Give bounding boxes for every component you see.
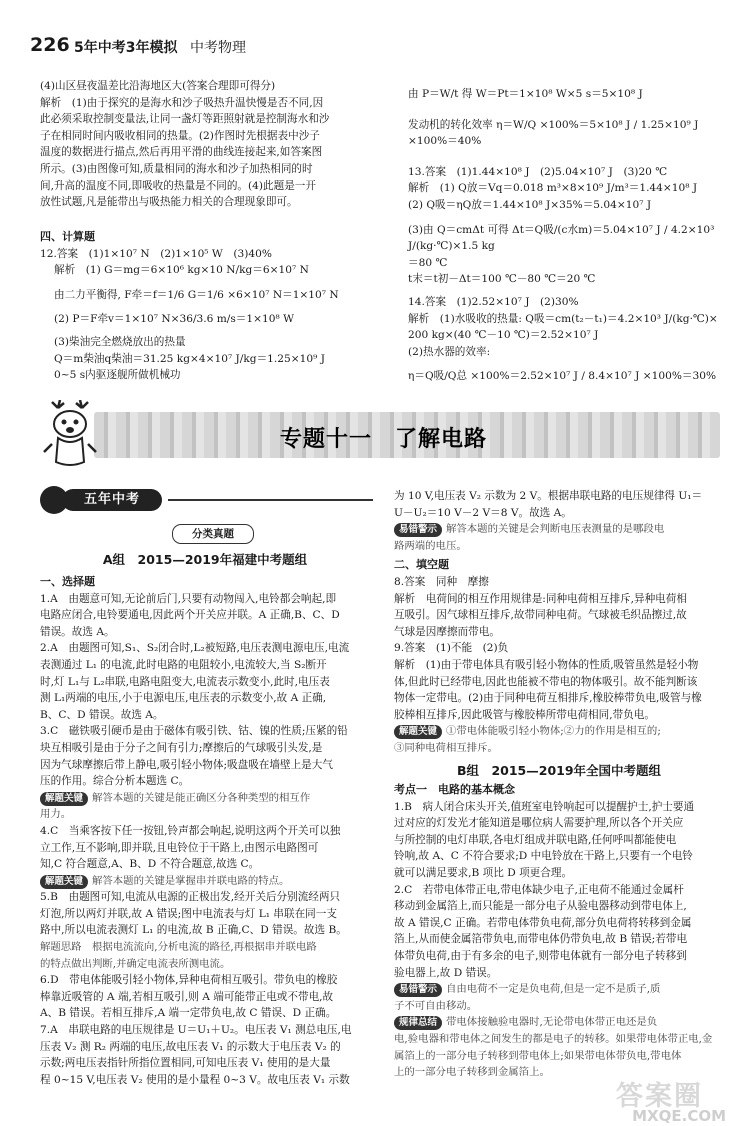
answer-line: (3)由 Q＝cmΔt 可得 Δt＝Q吸/(c水m)＝5.04×10⁷ J / 4.2×10³ J/(kg·℃)×1.5 kg xyxy=(408,223,715,253)
question-line: 胶棒相互排斥,因此吸管与橡胶棒所带电荷相同,带负电。 xyxy=(394,708,655,721)
answer-line: η＝Q吸/Q总 ×100%＝2.52×10⁷ J / 8.4×10⁷ J ×100%＝30% xyxy=(408,370,717,383)
question-line: 示数;两电压表指针所指位置相同,可知电压表 V₁ 使用的是大量 xyxy=(40,1057,331,1070)
answer-line: 12.答案 (1)1×10⁷ N (2)1×10⁵ W (3)40% xyxy=(40,247,272,260)
tip-badge: 规律总结 xyxy=(394,1016,442,1030)
answer-line: 子在相同时间内吸收相同的热量。(2)作图时先根据表中沙子 xyxy=(40,129,320,142)
section-heading: 二、填空题 xyxy=(394,558,449,572)
answer-line: 由 P＝W/t 得 W＝Pt＝1×10⁸ W×5 s＝5×10⁸ J xyxy=(408,88,643,100)
page-header xyxy=(30,34,720,58)
solution-line: 由二力平衡得, F牵＝f＝1/6 G＝1/6 ×6×10⁷ N＝1×10⁷ N xyxy=(54,288,339,301)
tip-line xyxy=(40,873,370,890)
question-line: 电路应闭合,电铃要通电,因此两个开关应并联。A 正确,B、C、D xyxy=(40,609,340,622)
question-line: 立工作,互不影响,即并联,且电铃位于干路上,由图示电路图可 xyxy=(40,841,319,854)
question-line: 5.B 由题图可知,电流从电源的正极出发,经开关后分别流经两只 xyxy=(40,891,341,904)
question-column-left xyxy=(40,571,370,1088)
book-title: 5年中考3年模拟 xyxy=(74,40,178,56)
classify-tag: 分类真题 xyxy=(172,524,254,544)
question-line: U－U₂＝10 V－2 V＝8 V。故选 A。 xyxy=(394,506,572,519)
section-heading: 一、选择题 xyxy=(40,575,95,588)
question-line: 块互相吸引是由于分子之间有引力;摩擦后的气球吸引头发,是 xyxy=(40,741,323,754)
group-heading: B组 2015—2019年全国中考题组 xyxy=(456,762,662,778)
question-line: 压表 V₂ 测 R₂ 两端的电压,故电压表 V₁ 的示数大于电压表 V₂ 的 xyxy=(40,1040,341,1053)
question-line: 2.A 由题图可知,S₁、S₂闭合时,L₂被短路,电压表测电源电压,电流 xyxy=(40,642,350,655)
tip-line xyxy=(394,981,724,998)
question-line: B、C、D 错误。故选 A。 xyxy=(40,708,164,721)
question-line: 2.C 若带电体带正电,带电体缺少电子,正电荷不能通过金属杆 xyxy=(394,883,684,896)
note-line: ③同种电荷相互排斥。 xyxy=(394,741,498,754)
question-line: 错误。故选 A。 xyxy=(40,625,115,638)
question-line: 与所控制的电灯串联,各电灯组成并联电路,任何呼叫都能使电 xyxy=(394,833,677,846)
answer-line: t末＝t初－Δt＝100 ℃－80 ℃＝20 ℃ xyxy=(408,273,596,286)
tip-line xyxy=(394,521,724,538)
solution-line: Q＝m柴油q柴油＝31.25 kg×4×10⁷ J/kg＝1.25×10⁹ J xyxy=(54,352,325,365)
question-line: 1.B 病人闭合床头开关,值班室电铃响起可以提醒护士,护士要通 xyxy=(394,800,695,813)
question-line: 气球是因摩擦而带电。 xyxy=(394,625,500,638)
question-line: 体,但此时已经带电,因此也能被不带电的物体吸引。故不能判断该 xyxy=(394,675,698,688)
section-label-badge xyxy=(40,486,165,514)
question-line: 箔上,从而使金属箔带负电,而带电体仍带负电,故 B 错误;若带电 xyxy=(394,933,688,946)
answer-line: 200 kg×(40 ℃－10 ℃)＝2.52×10⁷ J xyxy=(408,329,599,342)
answer-line: 13.答案 (1)1.44×10⁸ J (2)5.04×10⁷ J (3)20 ℃ xyxy=(408,165,668,178)
answer-line: 14.答案 (1)2.52×10⁷ J (2)30% xyxy=(408,295,579,308)
tip-line xyxy=(394,1014,724,1031)
question-line: 体带负电荷,由于有多余的电子,则带电体就有一部分电子转移到 xyxy=(394,950,687,963)
question-line: 灯泡,所以两灯并联,故 A 错误;图中电流表与灯 L₁ 串联在同一支 xyxy=(40,907,337,920)
section-heading: 考点一 电路的基本概念 xyxy=(394,783,515,797)
tip-badge: 解题关键 xyxy=(40,792,88,806)
note-line: 解题思路 根据电流流向,分析电流的路径,再根据串并联电路 xyxy=(40,941,317,954)
question-line: 验电器上,故 D 错误。 xyxy=(394,966,498,979)
answer-line: 放性试题,凡是能带出与吸热能力相关的合理现象即可。 xyxy=(40,196,298,209)
answer-line: 解析 (1) Q放＝Vq＝0.018 m³×8×10⁹ J/m³＝1.44×10⁸ J xyxy=(408,182,698,195)
topic-title: 专题十一 了解电路 xyxy=(280,427,488,452)
question-line: 时,灯 L₁与 L₂串联,电路电阻变大,电流表示数变小,此时,电压表 xyxy=(40,675,330,688)
tip-text: 自由电荷不一定是负电荷,但是一定不是质子,质 xyxy=(446,983,661,996)
tip-text: 解答本题的关键是掌握串并联电路的特点。 xyxy=(92,874,290,887)
solution-line: (3)柴油完全燃烧放出的热量 xyxy=(54,335,186,348)
watermark xyxy=(616,1074,726,1125)
answer-column-top-right xyxy=(394,86,724,385)
question-line: 路中,所以电流表测灯 L₁ 的电流,故 B 正确,C、D 错误。故选 B。 xyxy=(40,924,347,937)
answer-line: 温度的数据进行描点,然后再用平滑的曲线连接起来,如答案图 xyxy=(40,146,323,159)
answer-line: 此必须采取控制变量法,让同一盏灯等距照射就是控制海水和沙 xyxy=(40,113,330,126)
answer-line: 所示。(3)由图像可知,质量相同的海水和沙子加热相同的时 xyxy=(40,162,313,175)
question-line: 物体一定带电。(2)由于同种电荷互相排斥,橡胶棒带负电,吸管与橡 xyxy=(394,692,702,705)
tip-line xyxy=(40,790,370,807)
tip-text: 带电体接触验电器时,无论带电体带正电还是负 xyxy=(446,1016,658,1029)
question-line: 测 L₁两端的电压,小于电源电压,电压表的示数变小,故 A 正确, xyxy=(40,692,327,705)
tip-text: 解答本题的关键是会判断电压表测量的是哪段电 xyxy=(446,523,665,536)
tip-text: ①带电体能吸引轻小物体;②力的作用是相互的; xyxy=(446,725,661,738)
tip-badge: 解题关键 xyxy=(394,725,442,739)
reindeer-mascot-icon xyxy=(38,400,106,470)
note-line: 的特点做出判断,并确定电流表所测电流。 xyxy=(40,957,231,970)
answer-line: (4)山区昼夜温差比沿海地区大(答案合理即可得分) xyxy=(40,80,276,92)
answer-line: 间,升高的温度不同,即吸收的热量是不同的。(4)此题是一开 xyxy=(40,179,316,192)
question-line: 压的作用。综合分析本题选 C。 xyxy=(40,775,190,788)
answer-line: (2) Q吸＝ηQ放＝1.44×10⁸ J×35%＝5.04×10⁷ J xyxy=(408,198,652,211)
answer-line: (2)热水器的效率: xyxy=(408,345,491,358)
tip-text: 解答本题的关键是能正确区分各种类型的相互作 xyxy=(92,791,311,804)
subject-label: 中考物理 xyxy=(190,40,246,56)
section-label: 五年中考 xyxy=(62,489,162,511)
group-heading: A组 2015—2019年福建中考题组 xyxy=(102,552,308,567)
note-line: 上的一部分电子转移到金属箔上。 xyxy=(394,1066,550,1079)
question-line: 7.A 串联电路的电压规律是 U＝U₁＋U₂。电压表 V₁ 测总电压,电 xyxy=(40,1024,352,1037)
solution-line: 0~5 s内驱逐舰所做机械功 xyxy=(54,369,181,382)
question-line: 知,C 符合题意,A、B、D 不符合题意,故选 C。 xyxy=(40,858,260,871)
divider xyxy=(168,499,373,501)
note-line: 电,验电器和带电体之间发生的都是电子的转移。如果带电体带正电,金 xyxy=(394,1033,713,1045)
group-a-heading-wrap xyxy=(40,552,370,569)
tip-line xyxy=(394,723,724,740)
note-line: 属箔上的一部分电子转移到带电体上;如果带电体带负电,带电体 xyxy=(394,1049,682,1062)
question-line: 表测通过 L₁ 的电流,此时电路的电阻较小,电流较大,当 S₂断开 xyxy=(40,658,327,671)
question-line: 故 A 错误,C 正确。若带电体带负电荷,部分负电荷将转移到金属 xyxy=(394,916,692,929)
question-line: 棒靠近吸管的 A 端,若相互吸引,则 A 端可能带正电或不带电,故 xyxy=(40,990,334,1003)
section-heading: 四、计算题 xyxy=(40,230,95,243)
question-line: 解析 (1)由于带电体具有吸引轻小物体的性质,吸管虽然是轻小物 xyxy=(394,658,699,671)
answer-column-top-left xyxy=(40,78,370,211)
answer-line: 发动机的转化效率 η＝W/Q ×100%＝5×10⁸ J / 1.25×10⁹ J ×100%＝40% xyxy=(408,118,699,148)
page-number: 226 xyxy=(30,34,70,56)
answer-line: 解析 (1)水吸收的热量: Q吸＝cm(t₂－t₁)＝4.2×10³ J/(kg·℃)× xyxy=(408,312,718,325)
question-line: 3.C 磁铁吸引硬币是由于磁体有吸引铁、钴、镍的性质;压紧的铅 xyxy=(40,725,348,738)
answer-line: ＝80 ℃ xyxy=(408,256,448,269)
question-line: 移动到金属箔上,而只能是一部分电子从验电器移动到带电体上, xyxy=(394,900,687,913)
watermark-url: MXQE.COM xyxy=(632,1107,726,1125)
question-line: 程 0~15 V,电压表 V₂ 使用的是小量程 0~3 V。故电压表 V₁ 示数 xyxy=(40,1073,350,1086)
question-line: 铃响,故 A、C 不符合要求;D 中电铃放在干路上,只要有一个电铃 xyxy=(394,850,693,863)
calc-section xyxy=(40,226,370,384)
answer-line: 解析 (1)由于探究的是海水和沙子吸热升温快慢是否不同,因 xyxy=(40,96,324,109)
tip-badge: 解题关键 xyxy=(40,875,88,889)
tip-badge: 易错警示 xyxy=(394,983,442,997)
question-line: 因为气球摩擦后带上静电,吸引轻小物体;吸盘吸在墙壁上是大气 xyxy=(40,758,333,771)
watermark-text: 答案圈 xyxy=(616,1081,703,1112)
question-line: 6.D 带电体能吸引轻小物体,异种电荷相互吸引。带负电的橡胶 xyxy=(40,974,338,987)
tip-badge: 易错警示 xyxy=(394,523,442,537)
question-line: A、B 错误。若相互排斥,A 端一定带负电,故 C 错误、D 正确。 xyxy=(40,1007,337,1020)
question-line: 4.C 当乘客按下任一按钮,铃声都会响起,说明这两个开关可以独 xyxy=(40,824,341,837)
question-line: 过对应的灯发光才能知道是哪位病人需要护理,所以各个开关应 xyxy=(394,817,684,830)
question-column-right xyxy=(394,488,724,1081)
question-line: 8.答案 同种 摩擦 xyxy=(394,575,489,588)
note-line: 用力。 xyxy=(40,808,72,821)
note-line: 路两端的电压。 xyxy=(394,539,467,552)
question-line: 为 10 V,电压表 V₂ 示数为 2 V。根据串联电路的电压规律得 U₁＝ xyxy=(394,490,703,502)
note-line: 子不可自由移动。 xyxy=(394,999,478,1012)
topic-banner xyxy=(30,400,720,472)
question-line: 解析 电荷间的相互作用规律是:同种电荷相互排斥,异种电荷相 xyxy=(394,592,687,605)
question-line: 1.A 由题意可知,无论前后门,只要有动物闯入,电铃都会响起,即 xyxy=(40,592,337,605)
solution-line: 解析 (1) G＝mg＝6×10⁶ kg×10 N/kg＝6×10⁷ N xyxy=(54,264,309,277)
question-line: 就可以满足要求,B 项比 D 项更合理。 xyxy=(394,867,573,880)
question-line: 9.答案 (1)不能 (2)负 xyxy=(394,642,509,655)
solution-line: (2) P＝F牵v＝1×10⁷ N×36/3.6 m/s＝1×10⁸ W xyxy=(54,313,294,326)
question-line: 互吸引。因气球相互排斥,故带同种电荷。气球被毛织品擦过,故 xyxy=(394,609,687,622)
